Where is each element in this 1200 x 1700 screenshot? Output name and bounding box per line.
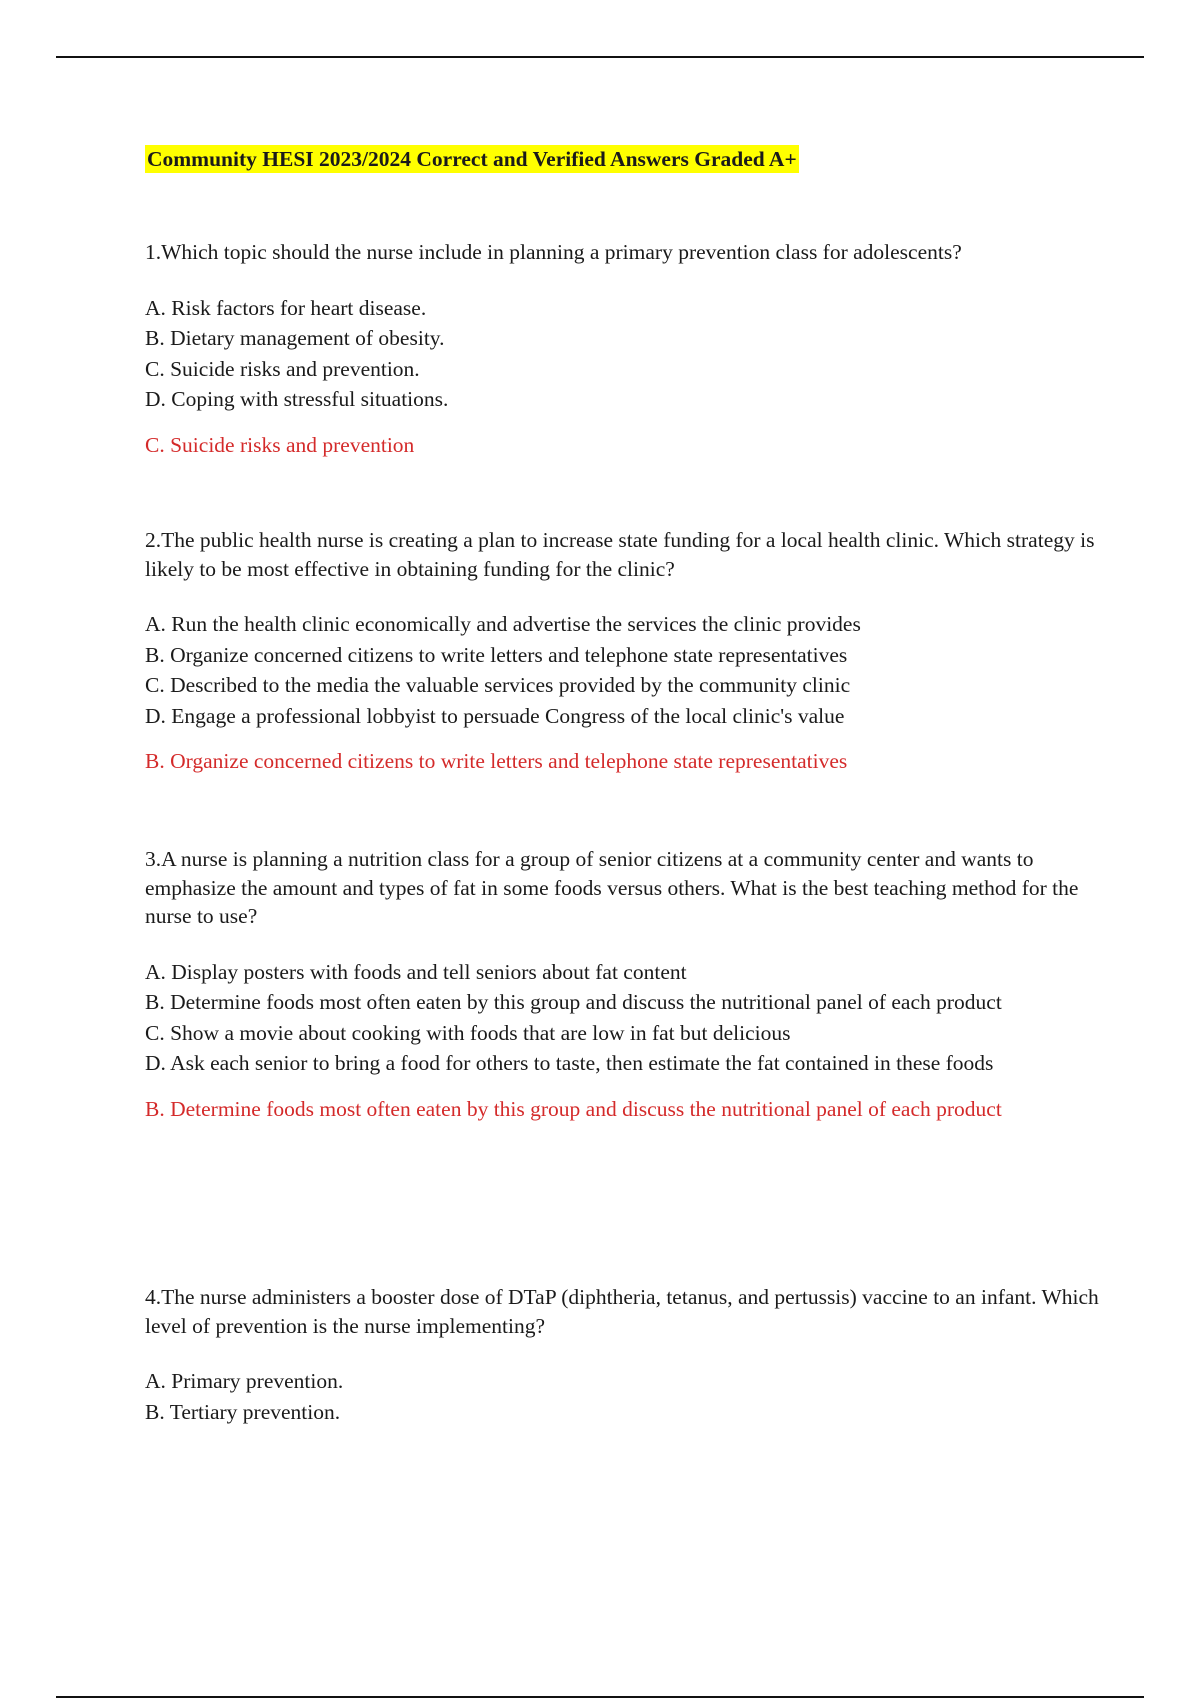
correct-answer: B. Determine foods most often eaten by this group and discuss the nutritional panel of each product — [145, 1096, 1002, 1121]
question-text: 3.A nurse is planning a nutrition class for a group of senior citizens at a community center and wants to emphasize the amount and types of fat in some foods versus others. What is the best teaching method for the nurse to use? — [145, 847, 1079, 928]
options-list — [145, 1366, 1105, 1427]
question-text: 2.The public health nurse is creating a plan to increase state funding for a local health clinic. Which strategy is likely to be most effective in obtaining funding for the clinic? — [145, 528, 1095, 581]
option-b: B. Determine foods most often eaten by this group and discuss the nutritional panel of each product — [145, 990, 1002, 1014]
option-b: B. Organize concerned citizens to write letters and telephone state representatives — [145, 642, 848, 667]
bottom-rule — [56, 1696, 1144, 1698]
option-d: D. Coping with stressful situations. — [145, 387, 449, 411]
option-a: A. Risk factors for heart disease. — [145, 295, 427, 320]
document-title: Community HESI 2023/2024 Correct and Verified Answers Graded A+ — [147, 147, 797, 171]
option-c: C. Suicide risks and prevention. — [145, 356, 420, 381]
option-a: A. Run the health clinic economically and advertise the services the clinic provides — [145, 612, 861, 636]
option-d: D. Ask each senior to bring a food for others to taste, then estimate the fat contained in these foods — [145, 1051, 994, 1075]
option-b: B. Tertiary prevention. — [145, 1399, 341, 1424]
option-d: D. Engage a professional lobbyist to persuade Congress of the local clinic's value — [145, 703, 845, 728]
options-list — [145, 609, 1105, 731]
question-block-2 — [145, 526, 1105, 777]
option-c: C. Show a movie about cooking with foods that are low in fat but delicious — [145, 1020, 791, 1045]
option-b: B. Dietary management of obesity. — [145, 326, 445, 350]
question-block-3 — [145, 845, 1105, 1124]
option-a: A. Primary prevention. — [145, 1369, 344, 1393]
question-text: 4.The nurse administers a booster dose of DTaP (diphtheria, tetanus, and pertussis) vaccine to an infant. Which level of prevention is the nurse implementing? — [145, 1285, 1099, 1338]
question-block-1 — [145, 238, 1105, 460]
correct-answer: B. Organize concerned citizens to write letters and telephone state representatives — [145, 749, 848, 773]
question-text: 1.Which topic should the nurse include in planning a primary prevention class for adolescents? — [145, 240, 962, 264]
option-a: A. Display posters with foods and tell seniors about fat content — [145, 959, 687, 984]
option-c: C. Described to the media the valuable services provided by the community clinic — [145, 673, 851, 697]
options-list — [145, 957, 1105, 1079]
options-list — [145, 293, 1105, 415]
document-header — [145, 145, 1105, 173]
question-block-4 — [145, 1283, 1105, 1427]
top-rule — [56, 56, 1144, 58]
correct-answer: C. Suicide risks and prevention — [145, 432, 415, 457]
